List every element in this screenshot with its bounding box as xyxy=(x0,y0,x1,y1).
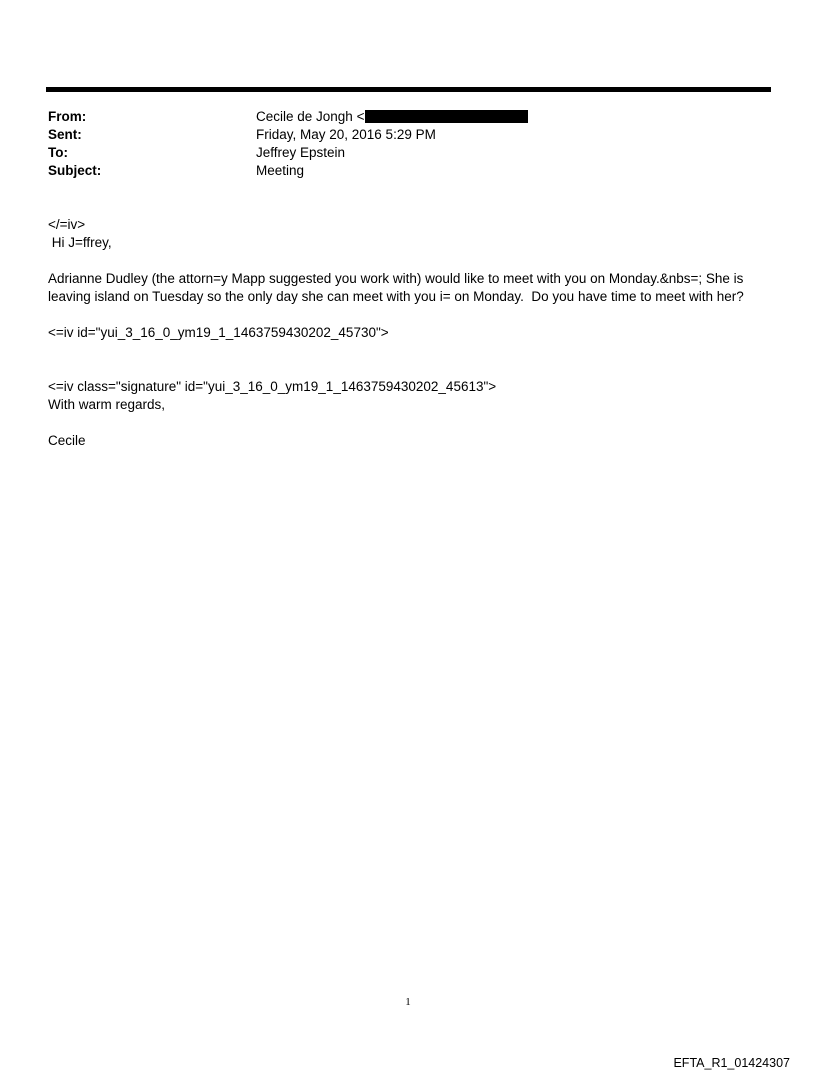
body-line: </=iv> xyxy=(48,217,86,232)
subject-row xyxy=(48,162,528,180)
div-markup-line: <=iv id="yui_3_16_0_ym19_1_1463759430202_45730"> xyxy=(48,325,389,340)
header-divider xyxy=(46,87,771,92)
subject-label: Subject: xyxy=(48,163,102,178)
signature-markup-line: <=iv class="signature" id="yui_3_16_0_ym19_1_1463759430202_45613"> xyxy=(48,379,497,394)
to-value: Jeffrey Epstein xyxy=(256,145,346,160)
document-id: EFTA_R1_01424307 xyxy=(673,1056,790,1070)
to-row xyxy=(48,144,528,162)
sent-value: Friday, May 20, 2016 5:29 PM xyxy=(256,127,436,142)
closing-line: With warm regards, xyxy=(48,397,166,412)
from-row xyxy=(48,108,528,126)
signature-name: Cecile xyxy=(48,433,86,448)
from-label: From: xyxy=(48,109,87,124)
sent-label: Sent: xyxy=(48,127,82,142)
email-header xyxy=(48,108,528,180)
from-sender: Cecile de Jongh < xyxy=(256,109,365,124)
subject-value: Meeting xyxy=(256,163,305,178)
from-value xyxy=(256,108,528,126)
sent-row xyxy=(48,126,528,144)
redaction-block xyxy=(365,110,528,123)
page-number: 1 xyxy=(405,996,411,1008)
greeting: Hi J=ffrey, xyxy=(48,235,112,250)
email-body xyxy=(48,216,768,450)
body-paragraph: Adrianne Dudley (the attorn=y Mapp suggested you work with) would like to meet with you on Monday.&nbs=; She is leaving island on Tuesday so the only day she can meet with you i= on Monday. Do you have time to meet with her? xyxy=(48,271,748,304)
to-label: To: xyxy=(48,145,68,160)
